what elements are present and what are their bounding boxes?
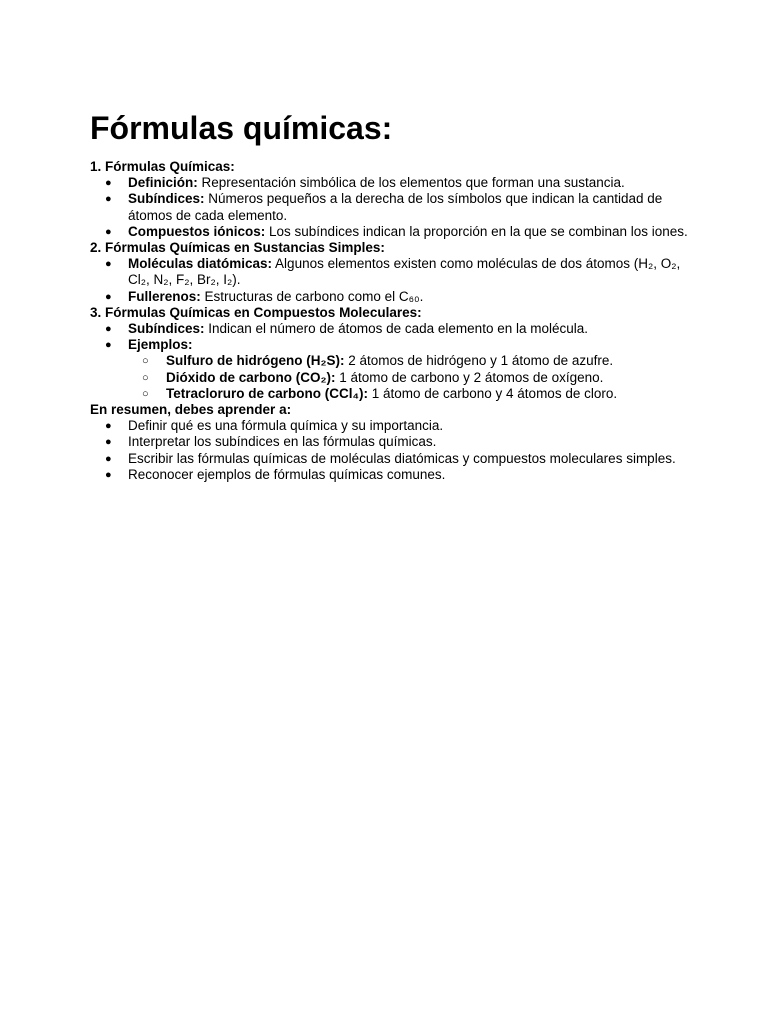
list-item bbox=[90, 175, 690, 191]
example-text: 1 átomo de carbono y 2 átomos de oxígeno. bbox=[335, 369, 604, 385]
item-term: Compuestos iónicos: bbox=[128, 223, 266, 239]
example-text: 2 átomos de hidrógeno y 1 átomo de azufre. bbox=[344, 353, 614, 369]
examples-list bbox=[128, 353, 690, 402]
section-heading-2: 2. Fórmulas Químicas en Sustancias Simples: bbox=[90, 240, 385, 256]
section-list-3 bbox=[90, 321, 690, 402]
example-term: Dióxido de carbono (CO₂): bbox=[166, 369, 336, 385]
summary-heading: En resumen, debes aprender a: bbox=[90, 402, 292, 418]
list-item bbox=[90, 321, 690, 337]
list-item bbox=[90, 337, 690, 402]
item-text: Los subíndices indican la proporción en la que se combinan los iones. bbox=[265, 223, 688, 239]
item-text: Algunos elementos existen como moléculas de dos átomos (H₂, O₂, Cl₂, N₂, F₂, Br₂, I₂). bbox=[128, 256, 681, 288]
list-item bbox=[90, 191, 690, 223]
summary-list bbox=[90, 418, 690, 483]
summary-item: ● Definir qué es una fórmula química y su importancia. bbox=[90, 418, 690, 434]
list-item bbox=[90, 256, 690, 288]
item-term: Fullerenos: bbox=[128, 288, 201, 304]
summary-item: ● Interpretar los subíndices en las fórmulas químicas. bbox=[90, 434, 690, 450]
list-item bbox=[90, 289, 690, 305]
item-text: Estructuras de carbono como el C₆₀. bbox=[200, 288, 424, 304]
document-body bbox=[90, 159, 690, 483]
example-item bbox=[128, 353, 690, 369]
item-text: Indican el número de átomos de cada elemento en la molécula. bbox=[204, 321, 588, 337]
item-term: Subíndices: bbox=[128, 321, 205, 337]
section-heading-1: 1. Fórmulas Químicas: bbox=[90, 159, 235, 174]
summary-item: ● Reconocer ejemplos de fórmulas químicas comunes. bbox=[90, 467, 690, 483]
list-item bbox=[90, 224, 690, 240]
section-list-2 bbox=[90, 256, 690, 305]
section-heading-3: 3. Fórmulas Químicas en Compuestos Moleculares: bbox=[90, 304, 422, 320]
item-term: Subíndices: bbox=[128, 191, 205, 207]
section-list-1 bbox=[90, 175, 690, 240]
item-text: Números pequeños a la derecha de los símbolos que indican la cantidad de átomos de cada elemento. bbox=[128, 191, 663, 223]
summary-item: ● Escribir las fórmulas químicas de moléculas diatómicas y compuestos moleculares simples. bbox=[90, 451, 690, 467]
example-text: 1 átomo de carbono y 4 átomos de cloro. bbox=[367, 385, 618, 401]
item-term: Moléculas diatómicas: bbox=[128, 256, 273, 272]
page-title: Fórmulas químicas: bbox=[90, 110, 393, 146]
example-item bbox=[128, 370, 690, 386]
example-item bbox=[128, 386, 690, 402]
item-text: Representación simbólica de los elementos que forman una sustancia. bbox=[197, 175, 625, 191]
item-term: Definición: bbox=[128, 175, 198, 191]
item-term: Ejemplos: bbox=[128, 337, 193, 353]
example-term: Sulfuro de hidrógeno (H₂S): bbox=[166, 353, 345, 369]
example-term: Tetracloruro de carbono (CCl₄): bbox=[166, 385, 368, 401]
